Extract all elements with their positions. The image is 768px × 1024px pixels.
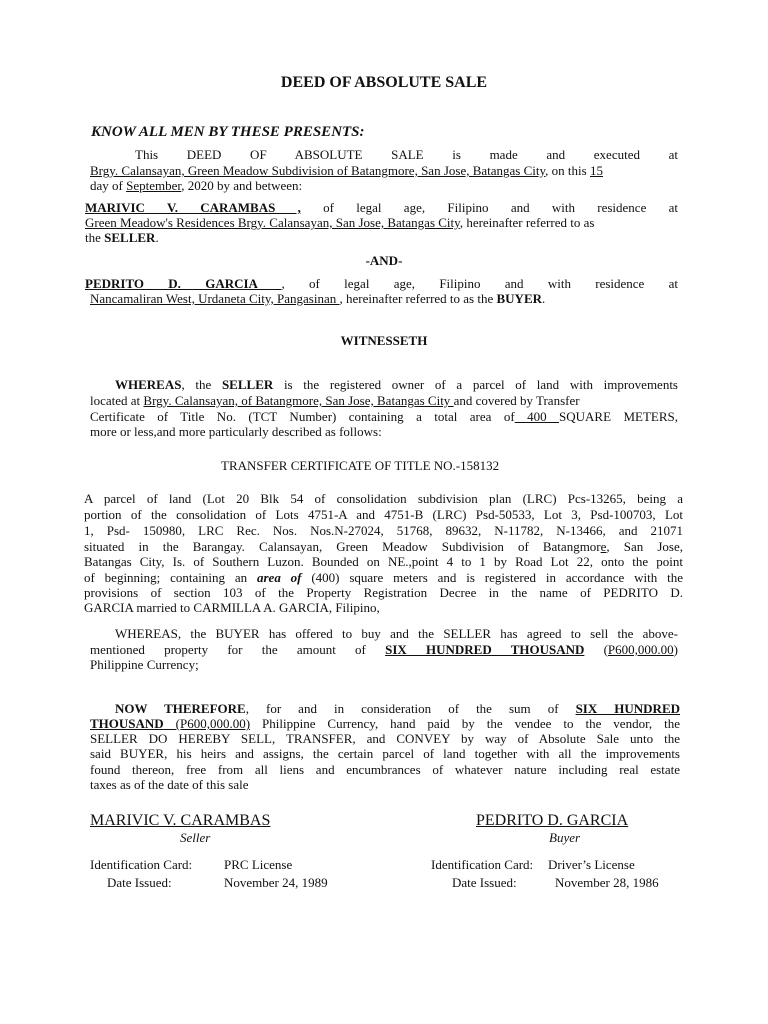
description-line-3: 1, Psd- 150980, LRC Rec. Nos. Nos.N-27024, 51768, 89632, N-11782, N-13466, and 21071 [84, 523, 683, 538]
buyer-id-value: Driver’s License [548, 857, 635, 872]
seller-name: MARIVIC V. CARAMBAS , [85, 200, 301, 215]
whereas2-line-3: Philippine Currency; [90, 657, 199, 672]
seller-signature-name: MARIVIC V. CARAMBAS [90, 812, 271, 829]
seller-line-1: MARIVIC V. CARAMBAS , of legal age, Filipino and with residence at [85, 200, 679, 215]
now-therefore-line-6: taxes as of the date of this sale [90, 777, 249, 792]
now-therefore-line-3: SELLER DO HEREBY SELL, TRANSFER, and CONVEY by way of Absolute Sale unto the [90, 731, 680, 746]
whereas1-line-2: located at Brgy. Calansayan, of Batangmore, San Jose, Batangas City and covered by Transfer [90, 393, 580, 408]
description-line-1: A parcel of land (Lot 20 Blk 54 of consolidation subdivision plan (LRC) Pcs-13265, being a [84, 491, 683, 506]
whereas1-line-1: WHEREAS, the SELLER is the registered owner of a parcel of land with improvements [115, 377, 678, 392]
tct-heading: TRANSFER CERTIFICATE OF TITLE NO.-158132 [221, 458, 500, 473]
seller-date-label: Date Issued: [107, 875, 172, 890]
buyer-residence: Nancamaliran West, Urdaneta City, Pangasinan [90, 291, 340, 306]
now-therefore-line-2: THOUSAND (P600,000.00) Philippine Currency, hand paid by the vendee to the vendor, the [90, 716, 680, 731]
land-area: 400 [514, 409, 560, 424]
buyer-role-label: Buyer [549, 830, 581, 845]
seller-line-3: the SELLER. [85, 230, 159, 245]
whereas1-line-3: Certificate of Title No. (TCT Number) containing a total area of 400 SQUARE METERS, [90, 409, 678, 424]
land-location: Brgy. Calansayan, of Batangmore, San Jose, Batangas City [143, 393, 454, 408]
description-line-6: of beginning; containing an area of (400) square meters and is registered in accordance with the [84, 570, 683, 585]
and-separator: -AND- [365, 253, 403, 268]
description-line-2: portion of the consolidation of Lots 4751-A and 4751-B (LRC) Psd-50533, Lot 3, Psd-100703, Lot [84, 507, 683, 522]
seller-line-2: Green Meadow's Residences Brgy. Calansayan, San Jose, Batangas City, hereinafter referred to as [85, 215, 595, 230]
price-in-words: SIX HUNDRED THOUSAND [385, 642, 585, 657]
buyer-date-value: November 28, 1986 [555, 875, 659, 890]
description-line-5: Batangas City, Is. of Southern Luzon. Bounded on NE.,point 4 to 1 by Road Lot 22, onto the point [84, 554, 683, 569]
now-therefore-line-4: said BUYER, his heirs and assigns, the certain parcel of land together with all the improvements [90, 746, 680, 761]
witnesseth-heading: WITNESSETH [340, 333, 428, 348]
sale-month: September [126, 178, 182, 193]
buyer-id-label: Identification Card: [431, 857, 534, 872]
price-in-figures: P600,000.00 [607, 642, 674, 657]
seller-date-value: November 24, 1989 [224, 875, 328, 890]
whereas1-line-4: more or less,and more particularly described as follows: [90, 424, 382, 439]
buyer-line-2: Nancamaliran West, Urdaneta City, Pangasinan , hereinafter referred to as the BUYER. [90, 291, 546, 306]
buyer-line-1: PEDRITO D. GARCIA , of legal age, Filipino and with residence at [85, 276, 678, 291]
now-therefore-line-5: found thereon, free from all liens and encumbrances of whatever nature including real estate [90, 762, 680, 777]
intro-line-3: day of September, 2020 by and between: [90, 178, 303, 193]
description-line-4: situated in the Barangay. Calansayan, Green Meadow Subdivision of Batangmore, San Jose, [84, 539, 684, 554]
sale-day: 15 [589, 163, 603, 178]
sale-location: Brgy. Calansayan, Green Meadow Subdivision of Batangmore, San Jose, Batangas City [90, 163, 546, 178]
document-title: DEED OF ABSOLUTE SALE [280, 74, 488, 91]
buyer-date-label: Date Issued: [452, 875, 517, 890]
buyer-signature-name: PEDRITO D. GARCIA [476, 812, 629, 829]
seller-residence: Green Meadow's Residences Brgy. Calansayan, San Jose, Batangas City [85, 215, 460, 230]
buyer-name: PEDRITO D. GARCIA [85, 276, 282, 291]
seller-id-value: PRC License [224, 857, 293, 872]
seller-id-label: Identification Card: [90, 857, 193, 872]
description-line-7: provisions of section 103 of the Property Registration Decree in the name of PEDRITO D. [84, 585, 683, 600]
intro-line-2: Brgy. Calansayan, Green Meadow Subdivision of Batangmore, San Jose, Batangas City, on this 15 [90, 163, 603, 178]
whereas2-line-2: mentioned property for the amount of SIX HUNDRED THOUSAND (P600,000.00) [90, 642, 678, 657]
now-therefore-line-1: NOW THEREFORE, for and in consideration of the sum of SIX HUNDRED [115, 701, 680, 716]
description-line-8: GARCIA married to CARMILLA A. GARCIA, Filipino, [84, 600, 380, 615]
whereas2-line-1: WHEREAS, the BUYER has offered to buy and the SELLER has agreed to sell the above- [115, 626, 678, 641]
intro-line-1: This DEED OF ABSOLUTE SALE is made and executed at [135, 147, 678, 162]
seller-role-label: Seller [180, 830, 211, 845]
know-all-men-heading: KNOW ALL MEN BY THESE PRESENTS: [91, 124, 365, 140]
